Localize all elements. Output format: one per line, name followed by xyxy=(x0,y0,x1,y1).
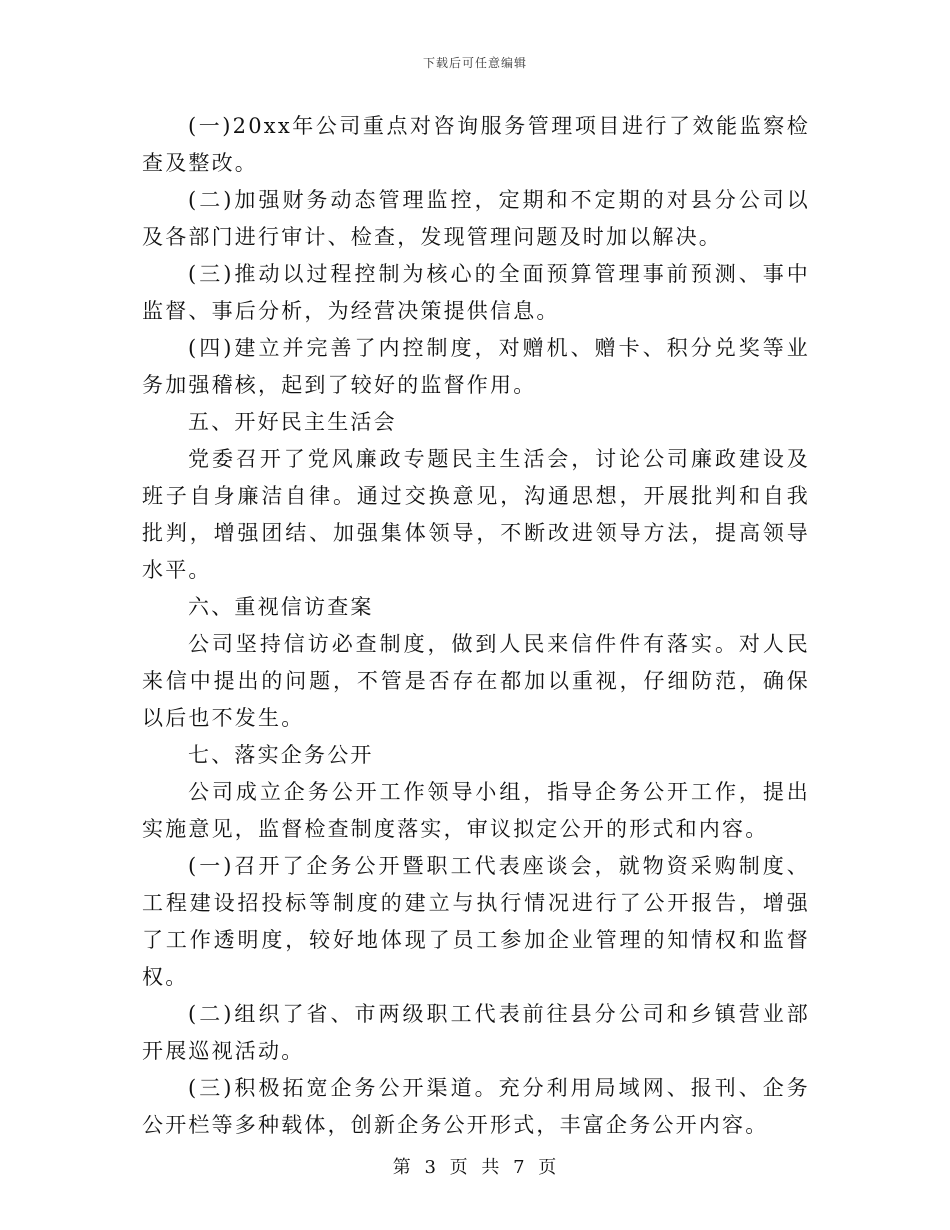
document-body xyxy=(142,108,810,1144)
paragraph: (三)推动以过程控制为核心的全面预算管理事前预测、事中监督、事后分析，为经营决策提供信息。 xyxy=(142,262,810,323)
paragraph: (一)20xx年公司重点对咨询服务管理项目进行了效能监察检查及整改。 xyxy=(142,114,810,175)
paragraph: (二)加强财务动态管理监控，定期和不定期的对县分公司以及各部门进行审计、检查，发现管理问题及时加以解决。 xyxy=(142,188,810,249)
section-heading: 五、开好民主生活会 xyxy=(188,410,397,434)
paragraph: 公司成立企务公开工作领导小组，指导企务公开工作，提出实施意见，监督检查制度落实，审议拟定公开的形式和内容。 xyxy=(142,780,810,841)
header-note: 下载后可任意编辑 xyxy=(422,56,527,70)
section-heading: 七、落实企务公开 xyxy=(188,743,374,767)
paragraph: (二)组织了省、市两级职工代表前往县分公司和乡镇营业部开展巡视活动。 xyxy=(142,1002,810,1063)
section-heading: 六、重视信访查案 xyxy=(188,595,374,619)
paragraph: 党委召开了党风廉政专题民主生活会，讨论公司廉政建设及班子自身廉洁自律。通过交换意见，沟通思想，开展批判和自我批判，增强团结、加强集体领导，不断改进领导方法，提高领导水平。 xyxy=(142,447,810,582)
page-number: 第 3 页 共 7 页 xyxy=(392,1157,558,1178)
paragraph: 公司坚持信访必查制度，做到人民来信件件有落实。对人民来信中提出的问题，不管是否存在都加以重视，仔细防范，确保以后也不发生。 xyxy=(142,632,810,730)
paragraph: (四)建立并完善了内控制度，对赠机、赠卡、积分兑奖等业务加强稽核，起到了较好的监督作用。 xyxy=(142,336,810,397)
paragraph: (一)召开了企务公开暨职工代表座谈会，就物资采购制度、工程建设招投标等制度的建立与执行情况进行了公开报告，增强了工作透明度，较好地体现了员工参加企业管理的知情权和监督权。 xyxy=(142,854,810,989)
paragraph: (三)积极拓宽企务公开渠道。充分利用局域网、报刊、企务公开栏等多种载体，创新企务公开形式，丰富企务公开内容。 xyxy=(142,1076,810,1137)
